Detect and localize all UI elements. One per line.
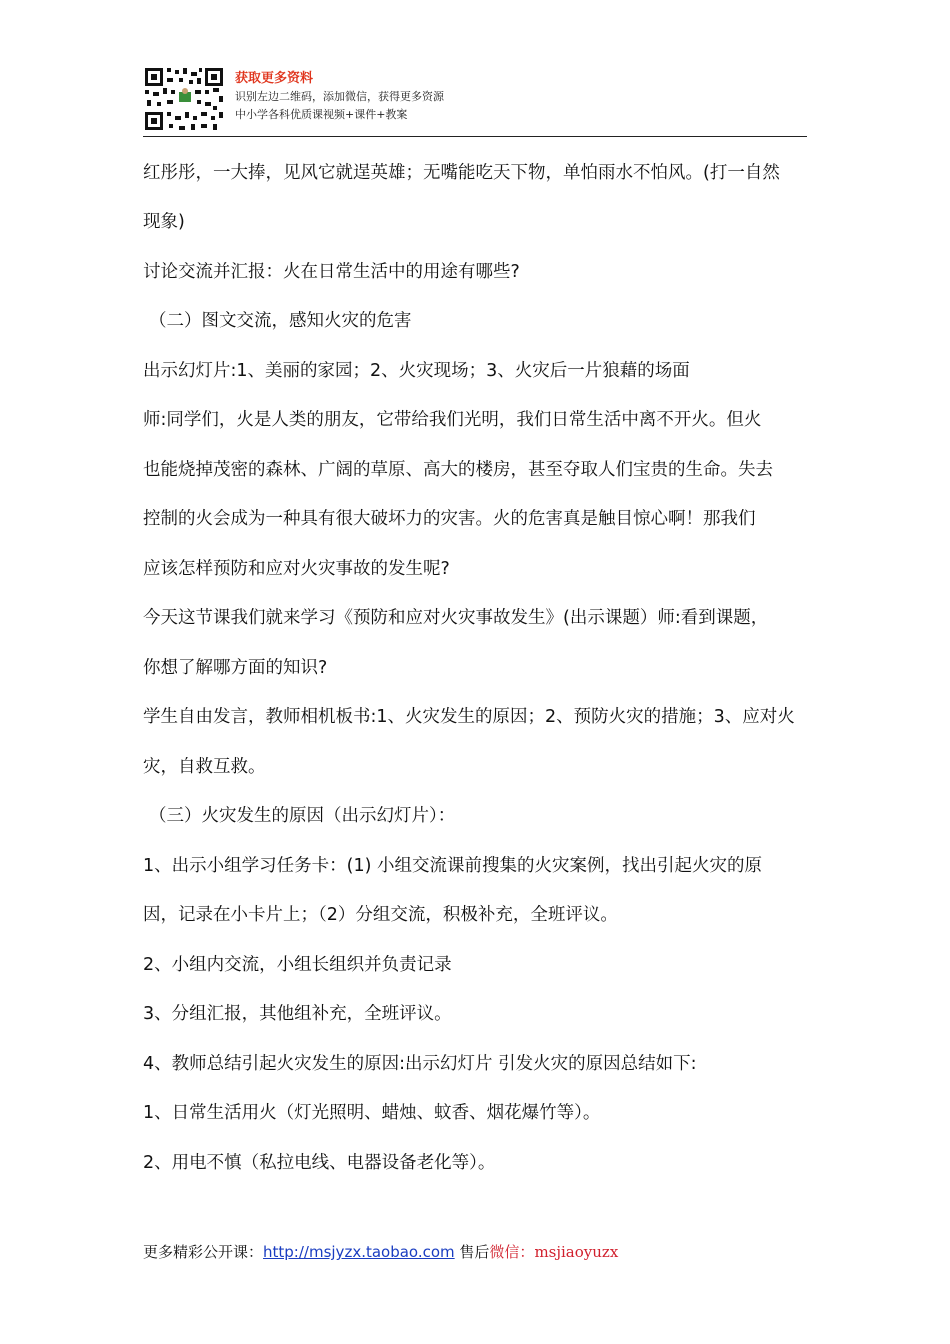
paragraph: 学生自由发言，教师相机板书:1、火灾发生的原因；2、预防火灾的措施；3、应对火 — [143, 707, 795, 728]
footer-wechat-id: msjiaoyuzx — [534, 1243, 619, 1261]
paragraph: 因，记录在小卡片上；（2）分组交流，积极补充，全班评议。 — [143, 905, 618, 926]
paragraph: 应该怎样预防和应对火灾事故的发生呢? — [143, 558, 450, 579]
paragraph: 控制的火会成为一种具有很大破坏力的灾害。火的危害真是触目惊心啊！那我们 — [143, 509, 756, 530]
header-line-1: 识别左边二维码，添加微信，获得更多资源 — [235, 90, 444, 103]
qr-code-icon — [143, 66, 225, 132]
footer-prefix: 更多精彩公开课： — [143, 1243, 264, 1261]
paragraph: 2、用电不慎（私拉电线、电器设备老化等）。 — [143, 1152, 496, 1173]
paragraph: 你想了解哪方面的知识? — [143, 657, 328, 678]
header-line-2: 中小学各科优质课视频+课件+教案 — [235, 108, 408, 121]
header-title: 获取更多资料 — [235, 71, 314, 86]
shop-link[interactable]: http://msjyzx.taobao.com — [263, 1243, 455, 1261]
footer-wechat-label: 微信： — [489, 1243, 535, 1261]
page-footer — [143, 1242, 618, 1262]
paragraph: 4、教师总结引起火灾发生的原因:出示幻灯片 引发火灾的原因总结如下: — [143, 1053, 697, 1074]
page-header — [143, 62, 807, 137]
paragraph: 1、出示小组学习任务卡：(1) 小组交流课前搜集的火灾案例，找出引起火灾的原 — [143, 855, 762, 876]
paragraph: 3、分组汇报，其他组补充，全班评议。 — [143, 1004, 452, 1025]
paragraph: 出示幻灯片:1、美丽的家园；2、火灾现场；3、火灾后一片狼藉的场面 — [143, 360, 690, 381]
paragraph: 1、日常生活用火（灯光照明、蜡烛、蚊香、烟花爆竹等）。 — [143, 1103, 601, 1124]
section-heading: （三）火灾发生的原因（出示幻灯片）： — [149, 806, 456, 827]
paragraph: 师:同学们，火是人类的朋友，它带给我们光明，我们日常生活中离不开火。但火 — [143, 410, 762, 431]
paragraph: 也能烧掉茂密的森林、广阔的草原、高大的楼房，甚至夺取人们宝贵的生命。失去 — [143, 459, 773, 480]
section-heading: （二）图文交流，感知火灾的危害 — [149, 311, 412, 332]
paragraph: 现象) — [143, 212, 185, 233]
paragraph: 红彤彤，一大捧，见风它就逞英雄；无嘴能吃天下物，单怕雨水不怕风。(打一自然 — [143, 162, 780, 183]
header-text — [235, 70, 444, 124]
paragraph: 灾，自救互救。 — [143, 756, 266, 777]
document-body — [143, 148, 813, 1188]
footer-after-sales: 售后 — [454, 1243, 490, 1261]
paragraph: 讨论交流并汇报：火在日常生活中的用途有哪些? — [143, 261, 520, 282]
paragraph: 2、小组内交流，小组长组织并负责记录 — [143, 954, 452, 975]
paragraph: 今天这节课我们就来学习《预防和应对火灾事故发生》(出示课题）师:看到课题， — [143, 608, 769, 629]
